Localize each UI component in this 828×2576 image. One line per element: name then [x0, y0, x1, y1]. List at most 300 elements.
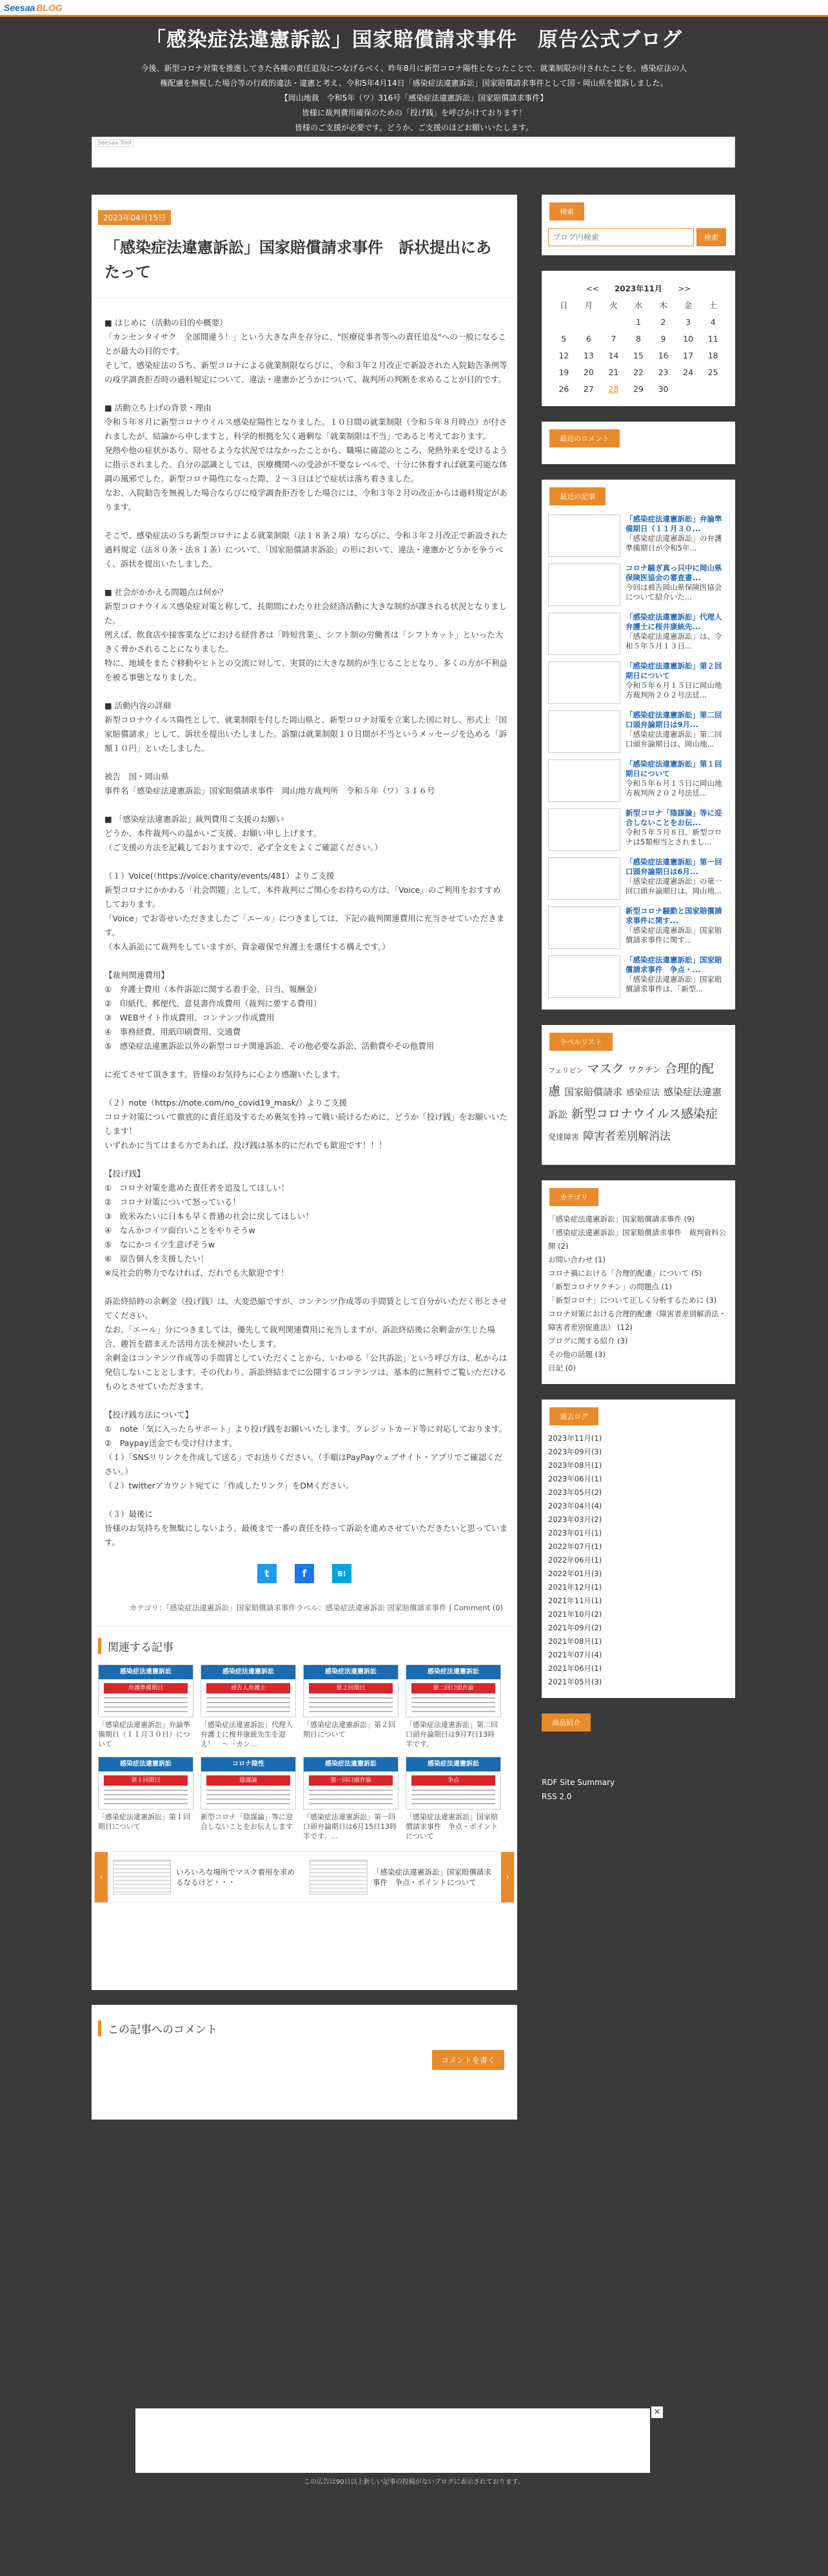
recent-post-title[interactable]: コロナ騒ぎ真っ只中に岡山県保険医協会の審査書... — [626, 563, 722, 582]
tag-link[interactable]: 感染症法違憲訴訟 — [548, 1086, 722, 1120]
related-caption: 「感染症法違憲訴訟」第一回口頭弁論期日は6月15日13時半です。... — [303, 1813, 397, 1840]
top-bar — [0, 0, 828, 17]
category-item[interactable]: 「感染症法違憲訴訟」国家賠償請求事件 (9) — [548, 1215, 695, 1224]
recent-post-thumb — [548, 906, 620, 949]
thumb-lines — [104, 1790, 188, 1806]
thumb-lines — [309, 1697, 393, 1714]
recent-post-summary: 「感染症法違憲訴訟」の弁護準備期日が令和5年... — [626, 534, 722, 552]
recent-post-thumb — [548, 955, 620, 998]
archive-item[interactable]: 2021年05月(3) — [548, 1677, 602, 1686]
recent-post[interactable] — [542, 854, 735, 903]
article-line: なお、入院勧告を無視した場合ならびに疫学調査拒否をした場合には、令和３年２月の改正からは過料規定があります。 — [104, 488, 508, 512]
calendar-day[interactable]: 14 — [608, 350, 619, 360]
recent-post-title[interactable]: 「感染症法違憲訴訟」第２回期日について — [626, 661, 722, 680]
calendar-day — [577, 313, 602, 330]
calendar-day[interactable]: 28 — [608, 384, 619, 394]
calendar-weekday: 木 — [659, 300, 667, 310]
thumb-lines — [411, 1697, 495, 1714]
article-title: 「感染症法違憲訴訟」国家賠償請求事件 訴状提出にあたって — [94, 225, 515, 298]
archive-item[interactable]: 2022年07月(1) — [548, 1542, 602, 1551]
thumb-title: 感染症法違憲訴訟 — [406, 1757, 500, 1771]
article-paragraph — [104, 316, 508, 387]
article-line: ② コロナ対策について怒っている！ — [104, 1197, 241, 1207]
thumb-badge: 第二回口頭弁論 — [411, 1683, 495, 1693]
category-item[interactable]: コロナ対策における合理的配慮（障害者差別解消法・障害者差別促進法） (12) — [548, 1309, 726, 1332]
calendar-day[interactable]: 20 — [583, 367, 594, 377]
calendar-day[interactable]: 15 — [633, 350, 644, 360]
calendar-weekday: 水 — [634, 300, 643, 310]
article-line: 【投げ銭】 — [104, 1169, 145, 1178]
recent-post-thumb — [548, 759, 620, 802]
recent-posts-head: 最近の記事 — [549, 487, 606, 505]
related-thumb — [98, 1664, 193, 1717]
related-item[interactable] — [406, 1757, 501, 1841]
close-icon[interactable]: × — [651, 2406, 663, 2418]
article-line: ■ 活動立ち上げの背景・理由 — [104, 403, 212, 413]
article-line: ⑥ 原告個人を支援したい！ — [104, 1254, 209, 1264]
article-line: （２）note（https://note.com/no_covid19_mask/）よりご支援 — [104, 1098, 348, 1107]
site-title[interactable]: 「感染症法違憲訴訟」国家賠償請求事件 原告公式ブログ — [146, 28, 682, 52]
thumb-lines — [309, 1790, 393, 1806]
recent-post-title[interactable]: 「感染症法違憲訴訟」弁論準備期日（１１月３０... — [626, 514, 722, 533]
share-buttons — [92, 1564, 517, 1583]
carousel-next-icon[interactable]: › — [501, 1852, 514, 1902]
recent-post-summary: 令和５年６月１５日に岡山地方裁判所２０２号法廷... — [626, 779, 722, 797]
recent-post-thumb — [548, 857, 620, 900]
product-head: 商品紹介 — [542, 1713, 591, 1732]
thumb-title: 感染症法違憲訴訟 — [99, 1665, 193, 1679]
calendar-day[interactable]: 22 — [633, 367, 644, 377]
tag-link[interactable]: 国家賠償請求 — [564, 1086, 623, 1098]
rdf-link[interactable]: RDF Site Summary — [542, 1778, 615, 1787]
article-date: 2023年04月15日 — [98, 210, 171, 225]
recent-post-thumb — [548, 710, 620, 753]
article-line: （ご支援の方法を記載しておりますので、必ず全文をよくご確認ください。） — [104, 843, 383, 852]
feed-links — [542, 1775, 735, 1804]
thumb-title: コロナ陰性 — [201, 1757, 295, 1771]
recent-post-title[interactable]: 新型コロナ騒動と国家賠償請求事件に関す... — [626, 906, 722, 925]
article-line: 事件名「感染症法違憲訴訟」国家賠償請求事件 岡山地方裁判所 令和５年（ワ）３１６号 — [104, 786, 435, 795]
footer-note: この広告は90日以上新しい記事の投稿がないブログに表示されております。 — [304, 2479, 524, 2486]
carousel-thumb — [310, 1860, 368, 1895]
thumb-title: 感染症法違憲訴訟 — [201, 1665, 295, 1679]
related-caption: 「感染症法違憲訴訟」国家賠償請求事件 争点・ポイントについて — [406, 1813, 498, 1840]
archive-item[interactable]: 2023年01月(1) — [548, 1528, 602, 1537]
related-item[interactable] — [98, 1664, 193, 1749]
article-paragraph — [104, 585, 508, 685]
recent-post-text — [626, 710, 729, 752]
carousel-prev-icon[interactable]: ‹ — [95, 1852, 108, 1902]
tag-link[interactable]: ワクチン — [627, 1066, 661, 1075]
tag-link[interactable]: 発達障害 — [548, 1133, 580, 1142]
calendar-day[interactable]: 19 — [558, 367, 569, 377]
article-line: 訴訟終結時の余剰金（投げ銭）は、大変恐縮ですが、コンテンツ作成等の手間賃として自分がいただく形とさせてください。 — [104, 1296, 508, 1320]
top-ad-banner[interactable] — [92, 137, 735, 168]
carousel-item[interactable] — [108, 1860, 304, 1895]
calendar-day[interactable]: 21 — [608, 367, 619, 377]
article-line: 「Voice」でお寄せいただきましたご「エール」につきましては、下記の裁判関連費用に充当させていただきます。 — [104, 913, 505, 937]
recent-post-summary: 令和５年５月８日、新型コロナは5類相当とされまし... — [626, 828, 722, 846]
recent-comments-widget — [542, 422, 735, 464]
archive-item[interactable]: 2023年08月(1) — [548, 1461, 602, 1470]
related-thumb — [303, 1757, 399, 1810]
ad-label: Seesaa Tool — [95, 139, 134, 147]
recent-post-text — [626, 759, 729, 801]
thumb-lines — [104, 1697, 188, 1714]
article-line: 新型コロナウイルス陽性として、就業制限を付した岡山県と、新型コロナ対策を立案した国に対し、形式上「国家賠償請求」として、訴状を提出いたしました。訴額は就業制限１０日間が不当というメッセージを込める「訴額１０円」といたしました。 — [104, 715, 508, 753]
recent-post-title[interactable]: 新型コロナ「陰謀論」等に迎合しないことをお伝... — [626, 808, 722, 827]
category-item[interactable]: 「感染症法違憲訴訟」国家賠償請求事件 裁判資料公開 (2) — [548, 1228, 726, 1251]
article-line: 発熱や他の症状があり、陪せるような状況ではなかったことから、職場に確認のところ、発熱外来を受けるように指示されました。自分の認識としては、医療機関への受診が不要なレベルで、十分に休養すれば就業可能な体調の風邪でした。新型コロナ陽性になった際、２〜３日ほどで症状は落ち着きました。 — [104, 445, 508, 483]
article-line: ⑤ なにかコイツ生意げそうw — [104, 1240, 215, 1249]
article-line: （１）Voice(（https://voice.charity/events/481）よりご支援 — [104, 871, 335, 881]
calendar-day[interactable]: 26 — [558, 384, 569, 394]
article-line: ■ 社会がかかえる問題点は何か？ — [104, 587, 228, 597]
calendar-day[interactable]: 29 — [633, 384, 644, 394]
article-line: ※反社会的勢力でなければ、だれでも大歓迎です！ — [104, 1268, 289, 1278]
tag-link[interactable]: フェリビン — [548, 1066, 584, 1075]
calendar-day[interactable]: 7 — [611, 333, 616, 344]
calendar-day[interactable]: 11 — [707, 333, 718, 344]
calendar-month: 2023年11月 — [614, 284, 663, 293]
calendar-day[interactable]: 13 — [583, 350, 594, 360]
calendar — [551, 281, 725, 397]
recent-post-thumb — [548, 563, 620, 606]
thumb-badge: 第１回期日 — [104, 1775, 188, 1786]
related-caption: 新型コロナ「陰謀論」等に迎合しないことをお伝えします — [201, 1813, 293, 1831]
article-paragraph — [104, 1507, 508, 1550]
recent-post-thumb — [548, 612, 620, 655]
calendar-day[interactable]: 17 — [683, 350, 694, 360]
recent-post-text — [626, 514, 729, 556]
thumb-badge: 陰謀論 — [206, 1775, 290, 1786]
calendar-day[interactable]: 9 — [660, 333, 666, 344]
calendar-day[interactable]: 6 — [586, 333, 591, 344]
thumb-badge: 争点 — [411, 1775, 495, 1786]
site-description-5: 皆様のご支援が必要です。どうか、ご支援のほどお願いいたします。 — [294, 123, 534, 132]
category-widget — [542, 1180, 735, 1384]
article-paragraph — [104, 1167, 508, 1280]
calendar-day — [676, 380, 701, 397]
carousel-item[interactable] — [304, 1860, 501, 1895]
article-line: （２）twitterアカウント宛てに「作成したリンク」をDMください。 — [104, 1481, 354, 1490]
category-item[interactable]: ブログに関する紹介 (3) — [548, 1336, 628, 1345]
article-line: 【裁判関連費用】 — [104, 970, 170, 980]
calendar-weekday: 火 — [609, 300, 618, 310]
calendar-day[interactable]: 24 — [683, 367, 694, 377]
archive-item[interactable]: 2021年10月(2) — [548, 1610, 602, 1619]
article-paragraph — [104, 1096, 508, 1153]
article-line: ① コロナ対策を進めた責任者を追及してほしい！ — [104, 1183, 290, 1193]
related-caption: 「感染症法違憲訴訟」第１回期日について — [98, 1813, 190, 1831]
sidebar — [542, 195, 735, 1804]
article-line: （本人訴訟にて裁判をしていますが、資金確保で弁護士を選任する構えです。） — [104, 942, 390, 951]
calendar-day[interactable]: 10 — [683, 333, 694, 344]
calendar-day[interactable]: 23 — [658, 367, 669, 377]
recent-post[interactable] — [542, 658, 735, 707]
recent-post-summary: 令和５年６月１５日に岡山地方裁判所２０２号法廷... — [626, 681, 722, 699]
seesaa-logo[interactable]: Seesaa BLOG — [4, 2, 63, 13]
article-paragraph — [104, 1294, 508, 1394]
archive-widget — [542, 1400, 735, 1698]
thumb-badge: 弁護準備期日 — [104, 1683, 188, 1693]
archive-item[interactable]: 2023年09月(3) — [548, 1447, 602, 1456]
site-header — [0, 17, 828, 135]
archive-item[interactable]: 2021年08月(1) — [548, 1637, 602, 1646]
hatena-share-icon[interactable]: B! — [332, 1564, 351, 1583]
category-item[interactable]: 「新型コロナワクチン」の問題点 (1) — [548, 1282, 672, 1291]
recent-post-text — [626, 661, 729, 703]
archive-item[interactable]: 2021年11月(1) — [548, 1596, 602, 1605]
thumb-title: 感染症法違憲訴訟 — [304, 1665, 398, 1679]
related-item[interactable] — [303, 1757, 399, 1841]
archive-head: 過去ログ — [549, 1407, 598, 1425]
archive-item[interactable]: 2021年07月(4) — [548, 1650, 602, 1659]
related-caption: 「感染症法違憲訴訟」第二回口頭弁論期日は9月7日13時半です。 — [406, 1721, 498, 1748]
archive-item[interactable]: 2023年03月(2) — [548, 1515, 602, 1524]
recent-post-text — [626, 857, 729, 899]
related-carousel — [94, 1851, 515, 1903]
archive-item[interactable]: 2021年09月(2) — [548, 1623, 602, 1632]
calendar-weekday: 金 — [684, 300, 693, 310]
recent-post-summary: 「感染症法違憲訴訟」は、令和５年５月１３日... — [626, 632, 722, 650]
site-description-2: 権配慮を無視した場合等の行政的違法・違憲と考え、令和5年4月14日「感染症法違憲訴訟」国家賠償請求事件として国・岡山県を提訴しました。 — [160, 79, 668, 88]
article-line: 【投げ銭方法について】 — [104, 1410, 193, 1420]
thumb-lines — [206, 1697, 290, 1714]
recent-post-summary: 「感染症法違憲訴訟」国家賠償請求事件に関す... — [626, 926, 722, 944]
article-line: に充てさせて頂きます。皆様のお気持ちに心より感謝いたします。 — [104, 1069, 346, 1079]
recent-post[interactable] — [542, 707, 735, 756]
category-item[interactable]: その他の話題 (3) — [548, 1350, 606, 1359]
related-thumb — [406, 1757, 501, 1810]
recent-post[interactable] — [542, 511, 735, 560]
tag-link[interactable]: 障害者差別解消法 — [583, 1130, 671, 1143]
related-item[interactable] — [201, 1664, 296, 1749]
article-line: ③ 欧米みたいに日本も早く普通の社会に戻してほしい！ — [104, 1211, 313, 1221]
recent-post[interactable] — [542, 609, 735, 658]
thumb-title: 感染症法違憲訴訟 — [406, 1665, 500, 1679]
recent-post-thumb — [548, 661, 620, 704]
article-line: ① 弁護士費用（本件訴訟に関する着手金、日当、報酬金） — [104, 984, 322, 994]
calendar-widget — [542, 271, 735, 406]
search-widget — [542, 195, 735, 255]
recent-post-summary: 「感染症法違憲訴訟」国家賠償請求事件は、「新型... — [626, 975, 722, 993]
recent-post-title[interactable]: 「感染症法違憲訴訟」第二回口頭弁論期日は9月... — [626, 710, 722, 729]
recent-post[interactable] — [542, 756, 735, 805]
thumb-lines — [411, 1790, 495, 1806]
tags-widget — [542, 1025, 735, 1165]
archive-item[interactable]: 2021年06月(1) — [548, 1664, 602, 1673]
related-item[interactable] — [303, 1664, 399, 1749]
archive-item[interactable]: 2022年01月(3) — [548, 1569, 602, 1578]
calendar-next[interactable]: >> — [678, 284, 691, 293]
blog-search-input[interactable] — [548, 228, 694, 246]
article-line: ④ なんかコイツ面白いことをやりそうw — [104, 1225, 255, 1235]
tags-head: ラベルリスト — [549, 1033, 613, 1051]
article-line: 余剰金はコンテンツ作成等の手間賃としていただくことから、いわゆる「公共訴訟」という呼び方は、私からは発信しないこととします。その代わり、訴訟終結までに公開するコンテンツは、基本的に無料でご覧いただけるものとさせていただきます。 — [104, 1353, 508, 1391]
article-line: ■ はじめに（活動の目的や概要） — [104, 318, 228, 327]
carousel-thumb — [113, 1860, 171, 1895]
recent-post-thumb — [548, 808, 620, 851]
article-line: ■ 活動内容の詳細 — [104, 701, 172, 710]
calendar-day[interactable]: 16 — [658, 350, 669, 360]
article-line: 新型コロナウイルス感染症対策と称して、長期間にわたり社会経済活動に大きな制約が課される状況となりました。 — [104, 601, 508, 625]
category-item[interactable]: 日記 (0) — [548, 1363, 576, 1372]
related-thumb — [98, 1757, 193, 1810]
recent-post-text — [626, 563, 729, 605]
related-caption: 「感染症法違憲訴訟」第２回期日について — [303, 1721, 395, 1739]
article-category-line[interactable]: カテゴリ：「感染症法違憲訴訟」国家賠償請求事件ラベル：感染症法違憲訴訟 国家賠償請求事件 | Comment (0) — [94, 1601, 515, 1626]
tag-link[interactable]: 合理的配慮 — [548, 1062, 714, 1098]
article-line: どうか、本件裁判への温かいご支援、お願い申し上げます。 — [104, 828, 322, 838]
recent-post-title[interactable]: 「感染症法違憲訴訟」代理人弁護士に桜井康統先... — [626, 612, 722, 631]
archive-item[interactable]: 2023年11月(1) — [548, 1434, 602, 1443]
site-description-4: 皆様に裁判費用確保のための「投げ銭」を呼びかけております！ — [301, 108, 526, 117]
related-thumb — [303, 1664, 399, 1717]
article-paragraph — [104, 968, 508, 1053]
comments-section — [92, 2005, 517, 2120]
article-line: 「カンセンタイサク 全部間違う！」という大きな声を存分に、"医療従事者等への責任追及"への一般になることが最大の目的です。 — [104, 332, 506, 356]
calendar-weekday: 日 — [560, 300, 568, 310]
article-line: ④ 事務経費、用紙印刷費用、交通費 — [104, 1027, 241, 1037]
recent-post-text — [626, 906, 729, 948]
main-article — [92, 195, 517, 1990]
recent-post-title[interactable]: 「感染症法違憲訴訟」第一回口頭弁論期日は6月... — [626, 857, 722, 876]
archive-item[interactable]: 2023年04月(4) — [548, 1501, 602, 1510]
article-body — [92, 298, 517, 1550]
article-line: なお、「エール」分につきましては、優先して裁判関連費用に充当しますが、訴訟終結後に余剰金が生じた場合、趣旨を踏まえた活用方法を検討いたします。 — [104, 1325, 495, 1349]
recent-post-summary: 今回は被告岡山県保険医協会について紹介いた... — [626, 583, 722, 601]
recent-posts-widget — [542, 480, 735, 1010]
calendar-day[interactable]: 12 — [558, 350, 569, 360]
related-item[interactable] — [406, 1664, 501, 1749]
calendar-weekday: 月 — [584, 300, 593, 310]
thumb-lines — [206, 1790, 290, 1806]
calendar-day — [700, 380, 725, 397]
calendar-day[interactable]: 27 — [583, 384, 594, 394]
tag-link[interactable]: 感染症法 — [626, 1088, 660, 1098]
article-line: ② 印紙代、郵便代、意見書作成費用（裁判に要する費用） — [104, 999, 322, 1008]
recent-post-title[interactable]: 「感染症法違憲訴訟」第１回期日について — [626, 759, 722, 778]
calendar-day[interactable]: 25 — [707, 367, 718, 377]
category-head: カテゴリ — [549, 1188, 598, 1206]
carousel-caption: 「感染症法違憲訴訟」国家賠償請求事件 争点・ポイントについて — [373, 1868, 491, 1887]
article-paragraph — [104, 1068, 508, 1082]
recent-post-text — [626, 808, 729, 850]
calendar-day — [551, 313, 577, 330]
article-paragraph — [104, 1408, 508, 1493]
recent-post-summary: 「感染症法違憲訴訟」第二回口頭弁論期日は、岡山地... — [626, 730, 722, 748]
calendar-day[interactable]: 18 — [707, 350, 718, 360]
twitter-share-icon[interactable]: t — [257, 1564, 277, 1583]
recent-post-summary: 「感染症法違憲訴訟」の第一回口頭弁論期日は、岡山地... — [626, 877, 722, 895]
article-paragraph — [104, 529, 508, 571]
write-comment-button[interactable]: コメントを書く — [432, 2050, 504, 2070]
calendar-day[interactable]: 8 — [635, 333, 641, 344]
article-line: 令和５年８月に新型コロナウイルス感染症陽性となりました。１０日間の就業制限（令和５年８月時点）が付されましたが、結論から申しますと、科学的根拠を欠く過剰な「就業制限は不当」であると考えております。 — [104, 417, 508, 441]
archive-item[interactable]: 2023年06月(1) — [548, 1474, 602, 1483]
article-paragraph — [104, 869, 508, 954]
recent-post-text — [626, 955, 729, 997]
article-paragraph — [104, 401, 508, 514]
calendar-day[interactable]: 30 — [658, 384, 669, 394]
related-thumb — [201, 1664, 296, 1717]
article-line: 新型コロナにかかわる「社会問題」として、本件裁判にご関心をお持ちの方は、「Voice」のご利用をおすすめしております。 — [104, 885, 501, 909]
comments-title: この記事へのコメント — [98, 2020, 511, 2036]
archive-item[interactable]: 2022年06月(1) — [548, 1556, 602, 1565]
article-line: 例えば、飲食店や接客業などにおける経営者は「時短営業」、シフト制の労働者は「シフトカット」といった大きく脅かされることになりました。 — [104, 630, 504, 654]
article-line: そして、感染症法の５ち、新型コロナによる就業制限ならびに、令和３年２月改正で新設された入院勧告条例等の疫学調査拒否時の過料規定について、違法・違憲かどうかについて、裁判所の判断を求めることが目的です。 — [104, 360, 508, 384]
calendar-day[interactable]: 5 — [561, 333, 567, 344]
calendar-prev[interactable]: << — [586, 284, 599, 293]
archive-item[interactable]: 2021年12月(1) — [548, 1583, 602, 1592]
article-line: 被告 国・岡山県 — [104, 772, 170, 781]
calendar-weekday: 土 — [709, 300, 717, 310]
thumb-title: 感染症法違憲訴訟 — [304, 1757, 398, 1771]
carousel-caption: いろいろな場所でマスク着用を求めるなるけど・・・ — [176, 1868, 295, 1887]
related-item[interactable] — [201, 1757, 296, 1841]
article-line: ③ WEBサイト作成費用、コンテンツ作成費用 — [104, 1013, 275, 1022]
article-paragraph — [104, 770, 508, 798]
search-head: 検索 — [549, 202, 584, 220]
related-thumb — [201, 1757, 296, 1810]
search-button[interactable]: 検索 — [696, 228, 726, 246]
related-caption: 「感染症法違憲訴訟」弁論準備期日（１１月３０日）について — [98, 1721, 190, 1748]
calendar-day[interactable]: 4 — [710, 317, 716, 327]
article-line: いずれかに当てはまる方であれば、投げ銭は基本的にだれでも歓迎です！！！ — [104, 1140, 387, 1150]
category-item[interactable]: コロナ禍における「合理的配慮」について (5) — [548, 1269, 702, 1278]
tag-cloud — [542, 1051, 735, 1156]
site-description-3: 【岡山地裁 令和5年（ワ）316号「感染症法違憲訴訟」国家賠償請求事件】 — [280, 93, 548, 102]
tag-link[interactable]: マスク — [587, 1062, 624, 1076]
facebook-share-icon[interactable]: f — [295, 1564, 314, 1583]
article-line: ② Paypay送金でも受け付けます。 — [104, 1438, 237, 1448]
article-paragraph — [104, 812, 508, 855]
category-item[interactable]: お問い合わせ (1) — [548, 1255, 606, 1264]
related-item[interactable] — [98, 1757, 193, 1841]
thumb-badge: 第一回口頭弁論 — [309, 1775, 393, 1786]
rss-link[interactable]: RSS 2.0 — [542, 1792, 572, 1801]
related-grid — [92, 1664, 517, 1841]
article-paragraph — [104, 699, 508, 756]
calendar-day[interactable]: 3 — [685, 317, 691, 327]
article-line: そこで、感染症法の５ち新型コロナによる就業制限（法１８条２項）ならびに、令和３年２月改正で新設された過料規定（法８０条・法８１条）について、「国家賠償請求訴訟」の形において、違法・違憲かどうかを争うべく、訴状を提出いたしました。 — [104, 531, 508, 569]
site-description-1: 今後、新型コロナ対策を推進してきた各種の責任追及につなげるべく、昨年8月に新型コロナ陽性となったことで、就業制限が付されたことを、感染症法の人 — [141, 64, 687, 73]
article-line: ⑤ 感染症法違憲訴訟以外の新型コロナ関連訴訟、その他必要な訴訟、活動費やその他費用 — [104, 1041, 435, 1051]
recent-post[interactable] — [542, 951, 735, 1000]
calendar-day[interactable]: 2 — [660, 317, 666, 327]
article-line: ① note「気に入ったらサポート」より投げ銭をお願いいたします。クレジットカード等に対応しております。 — [104, 1424, 508, 1434]
recent-post[interactable] — [542, 805, 735, 854]
footer-ad-box[interactable] — [135, 2408, 650, 2473]
thumb-title: 感染症法違憲訴訟 — [99, 1757, 193, 1771]
article-line: コロナ対策について徹底的に責任追及するため裏気を持って戦い続けるために、どうか「投げ銭」をお願いいたします！ — [104, 1112, 508, 1136]
recent-post[interactable] — [542, 903, 735, 951]
related-title: 関連する記事 — [98, 1638, 511, 1654]
calendar-day — [601, 313, 626, 330]
article-line: ■ 「感染症法違憲訴訟」裁判費用ご支援のお願い — [104, 814, 284, 824]
recent-post[interactable] — [542, 560, 735, 609]
related-thumb — [406, 1664, 501, 1717]
archive-item[interactable]: 2023年05月(2) — [548, 1488, 602, 1497]
calendar-day[interactable]: 1 — [635, 317, 641, 327]
recent-post-title[interactable]: 「感染症法違憲訴訟」国家賠償請求事件 争点・... — [626, 955, 722, 974]
thumb-badge: 第２回期日 — [309, 1683, 393, 1693]
category-item[interactable]: 「新型コロナ」について正しく分析するために (3) — [548, 1296, 717, 1305]
tag-link[interactable]: 新型コロナウイルス感染症 — [571, 1107, 718, 1121]
article-line: 特に、地域をまたぐ移動やヒトとの交流に対して、実質的に大きな制約が生じることとなり、多くの方が不利益を被る事態となりました。 — [104, 658, 508, 682]
thumb-badge: 被告人弁護士 — [206, 1683, 290, 1693]
